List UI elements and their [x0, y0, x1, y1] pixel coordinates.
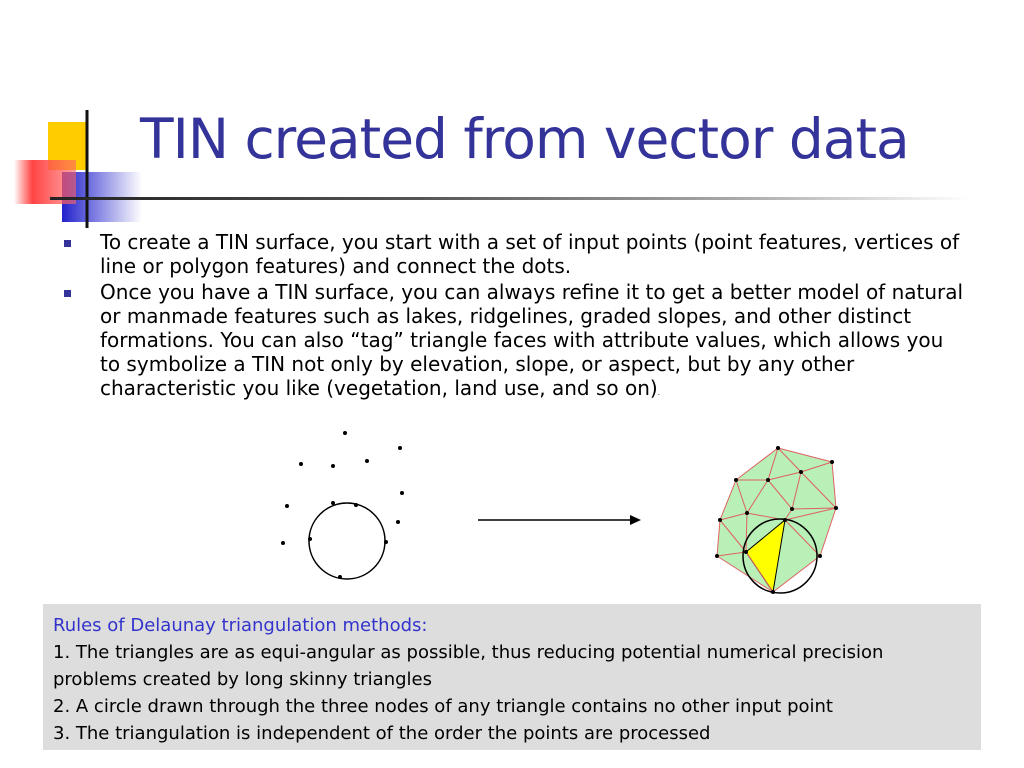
rule-item: 3. The triangulation is independent of the order the points are processed [53, 723, 711, 744]
input-points-group [281, 431, 404, 579]
rule-item: 2. A circle drawn through the three nodes of any triangle contains no other input point [53, 696, 833, 717]
input-point [396, 520, 400, 524]
bullet-text: To create a TIN surface, you start with a set of input points (point features, vertices of line or polygon features) and connect the dots. [100, 230, 960, 278]
slide-title: TIN created from vector data [140, 107, 909, 171]
rules-heading: Rules of Delaunay triangulation methods: [53, 615, 428, 636]
input-point [365, 459, 369, 463]
input-point [400, 491, 404, 495]
input-point [354, 503, 358, 507]
input-point [343, 431, 347, 435]
tin-network [715, 446, 838, 594]
input-point [281, 541, 285, 545]
bullet-end-mark: . [657, 389, 660, 397]
input-point [384, 540, 388, 544]
rule-item: 1. The triangles are as equi-angular as possible, thus reducing potential numerical precision problems created by long skinny triangles [53, 642, 884, 690]
bullet-text: Once you have a TIN surface, you can always refine it to get a better model of natural or manmade features such as lakes, ridgelines, graded slopes, and other distinct formations. You can also “tag” triangle faces with attribute values, which allows you to symbolize a TIN not only by elevation, slope, or aspect, but by any other characteristic you like (vegetation, land use, and so on) [100, 280, 964, 400]
input-point [338, 575, 342, 579]
input-point [299, 462, 303, 466]
input-point [285, 504, 289, 508]
input-point [331, 464, 335, 468]
input-point [308, 537, 312, 541]
arrow-right-icon [478, 515, 641, 525]
input-point [331, 501, 335, 505]
empty-circumcircle [309, 503, 385, 579]
input-point [398, 446, 402, 450]
rules-box [43, 604, 981, 750]
